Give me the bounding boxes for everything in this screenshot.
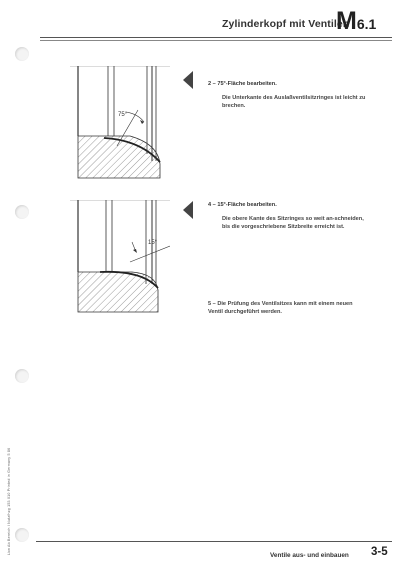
page-title: Zylinderkopf mit Ventilen (222, 18, 350, 30)
print-reference (7, 405, 13, 555)
angle-label: 75° (118, 112, 128, 118)
figure-75-degree-face (70, 66, 170, 180)
step-body: 5 – Die Prüfung des Ventilsitzes kann mit einem neuen Ventil durchgeführt werden. (208, 301, 353, 315)
section-code (336, 9, 376, 34)
pointer-arrow-icon (182, 71, 194, 89)
section-code-letter: M (336, 7, 357, 35)
print-reference-text: Lkw Ab Bereich I Nutzfhzg 153 010 Printed in Germany 5 86 (7, 447, 11, 555)
figure-75-svg (70, 66, 170, 180)
step-heading: 2 – 75°-Fläche bearbeiten. (208, 81, 277, 87)
step-heading: 4 – 15°-Fläche bearbeiten. (208, 202, 277, 208)
footer-rule (36, 541, 392, 542)
step-5 (208, 300, 368, 316)
step-body: Die obere Kante des Sitzringes so weit an-schneiden, bis die vorgeschriebene Sitzbreite erreicht ist. (222, 216, 364, 230)
punch-hole (15, 47, 29, 61)
pointer-arrow-icon (182, 201, 194, 219)
angle-label: 15° (148, 240, 158, 246)
punch-hole (15, 369, 29, 383)
figure-15-svg (70, 200, 170, 314)
header-rule (40, 37, 392, 38)
footer-title: Ventile aus- und einbauen (270, 552, 349, 559)
figure-15-degree-face (70, 200, 170, 314)
step-2 (208, 80, 368, 110)
step-4 (208, 201, 368, 231)
page-number: 3-5 (371, 546, 388, 558)
punch-hole (15, 205, 29, 219)
section-code-number: 6.1 (356, 16, 377, 32)
punch-hole (15, 528, 29, 542)
step-body: Die Unterkante des Auslaßventilsitzringes ist leicht zu brechen. (222, 95, 366, 109)
header-rule-thin (40, 40, 392, 41)
